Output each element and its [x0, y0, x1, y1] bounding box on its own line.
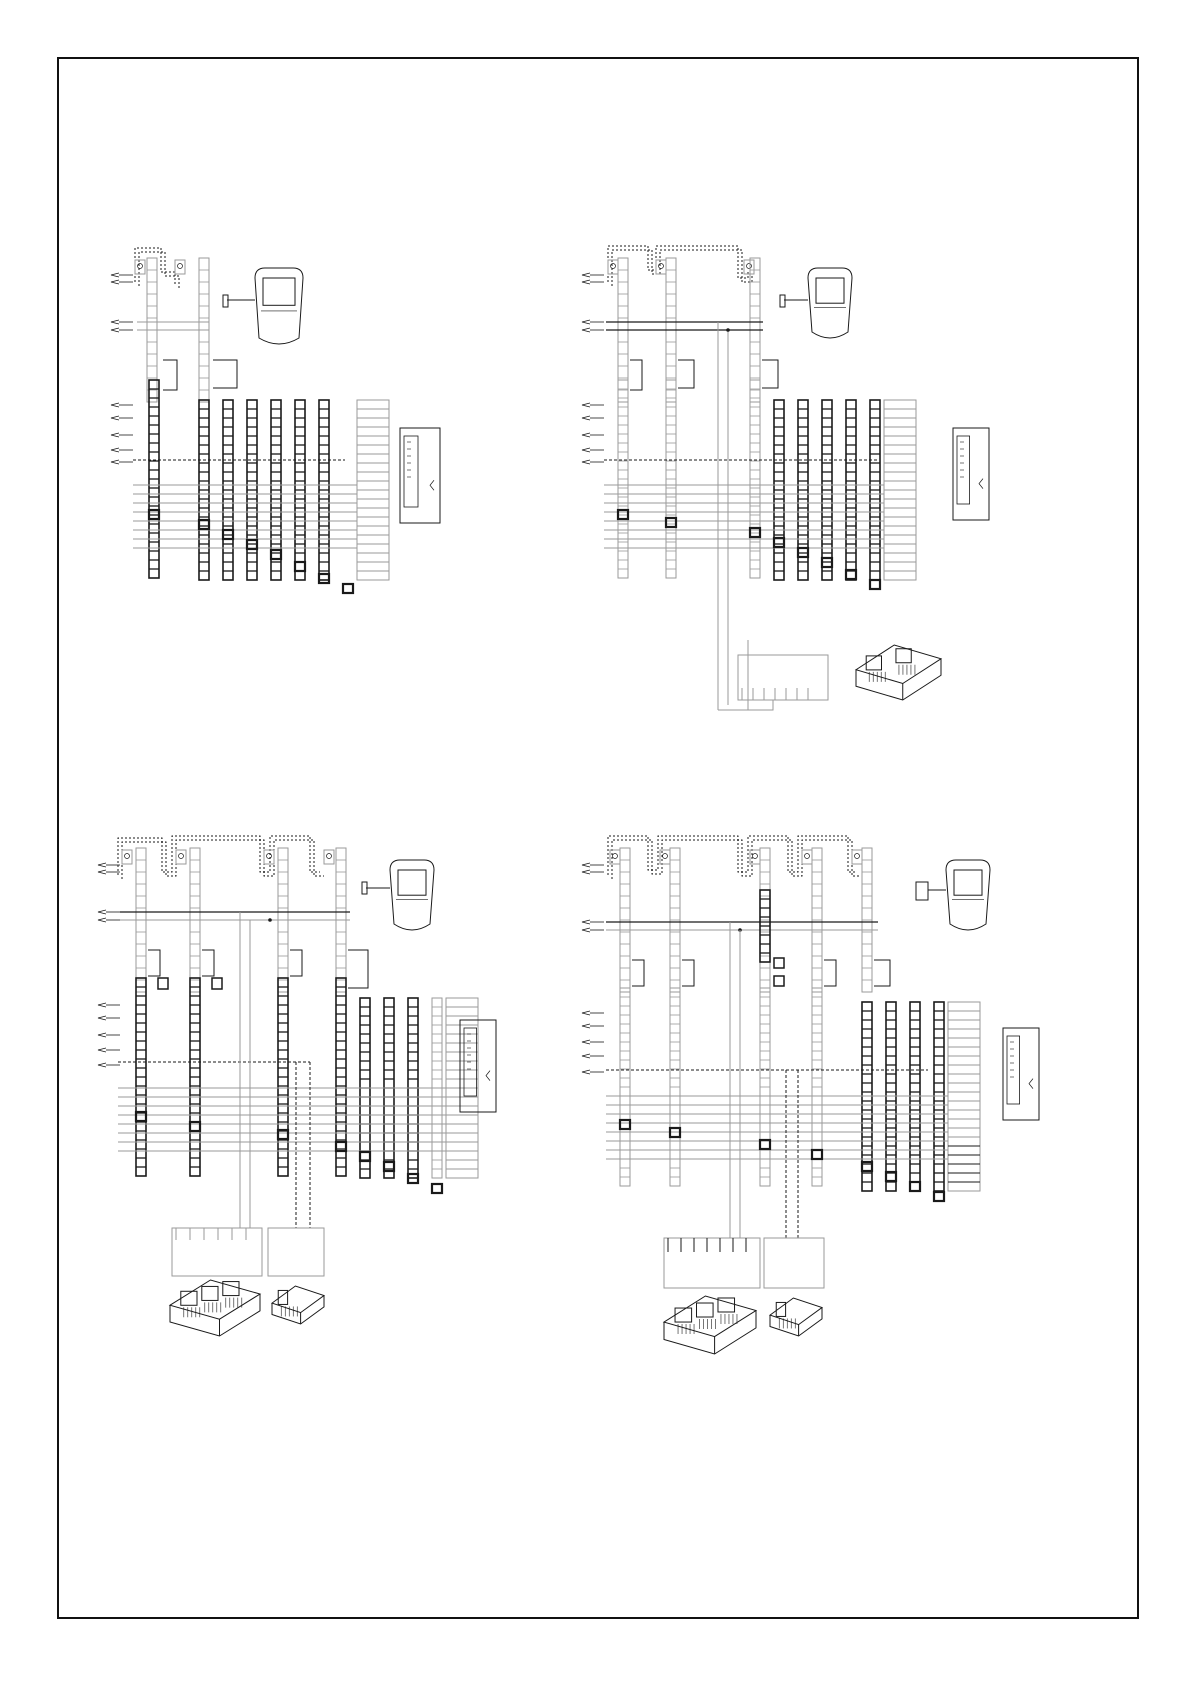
speaker-screw [855, 854, 860, 859]
door-panel-strip [760, 890, 770, 962]
speaker-unit-icon [176, 850, 186, 864]
call-button-square [343, 584, 353, 593]
speaker-unit-icon [324, 850, 334, 864]
speaker-housing [608, 260, 618, 274]
speaker-housing [324, 850, 334, 864]
door-panel-strip [760, 848, 770, 992]
jumper-loop [213, 360, 237, 388]
speaker-unit-icon [744, 260, 754, 274]
handset-icon [390, 860, 434, 930]
power-supply-unit-icon [664, 1296, 756, 1354]
wiring-diagram-bottom-left [98, 836, 496, 1336]
intercom-receiver-icon [953, 428, 989, 520]
riser-strip [136, 978, 146, 1176]
input-arrow-icon [582, 448, 590, 452]
power-supply-unit-icon [856, 645, 941, 700]
speaker-unit-icon [175, 260, 185, 274]
input-arrow-icon [98, 870, 106, 874]
jumper-loop [148, 950, 160, 976]
call-button-square [190, 1122, 200, 1131]
handset-plug [916, 882, 928, 900]
call-button-square [432, 1184, 442, 1193]
call-button-square [158, 978, 168, 989]
wiring-diagram-top-right [582, 246, 989, 710]
riser-strip [278, 978, 288, 1176]
psu-module [697, 1303, 714, 1317]
input-arrow-icon [98, 1048, 106, 1052]
jumper-loop [348, 950, 368, 988]
psu-module [896, 649, 911, 663]
handset-screen [398, 870, 426, 895]
speaker-housing [176, 850, 186, 864]
speaker-screw [613, 854, 618, 859]
psu-top [856, 645, 941, 684]
jumper-loop [163, 360, 177, 390]
riser-strip [870, 400, 880, 580]
input-arrow-icon [111, 448, 119, 452]
receiver-body [953, 428, 989, 520]
input-arrow-icon [582, 863, 590, 867]
speaker-housing [802, 850, 812, 864]
speaker-screw [327, 854, 332, 859]
page-number [4, 1668, 34, 1684]
input-arrow-icon [111, 328, 119, 332]
riser-strip [247, 400, 257, 580]
speaker-unit-icon [264, 850, 274, 864]
handset-plug [223, 295, 228, 307]
riser-strip [620, 988, 630, 1186]
speaker-screw [125, 854, 130, 859]
call-button-square [812, 1150, 822, 1159]
jumper-loop [678, 360, 694, 388]
wiring-diagram-top-left [111, 248, 440, 593]
feed-wire [718, 700, 773, 710]
handset-screen [954, 870, 982, 895]
shielded-cable-inner [122, 840, 324, 879]
input-arrow-icon [98, 1016, 106, 1020]
input-arrow-icon [582, 273, 590, 277]
input-arrow-icon [111, 433, 119, 437]
input-arrow-icon [98, 1063, 106, 1067]
input-arrow-icon [111, 273, 119, 277]
call-button-square [910, 1182, 920, 1191]
handset-screen [263, 278, 295, 305]
flat-column [948, 1002, 980, 1191]
riser-strip [295, 400, 305, 580]
speaker-housing [175, 260, 185, 274]
jumper-loop [202, 950, 214, 976]
jumper-loop [762, 360, 778, 388]
speaker-unit-icon [802, 850, 812, 864]
speaker-housing [656, 260, 666, 274]
psu-sides [770, 1308, 822, 1337]
input-arrow-icon [582, 460, 590, 464]
power-supply-unit-icon [272, 1286, 324, 1324]
input-arrow-icon [582, 433, 590, 437]
jumper-loop [682, 960, 694, 986]
psu-sides [856, 659, 941, 700]
call-button-square [934, 1192, 944, 1201]
riser-strip [319, 400, 329, 580]
input-arrow-icon [582, 1040, 590, 1044]
call-button-square [774, 976, 784, 986]
speaker-housing [744, 260, 754, 274]
riser-strip [223, 400, 233, 580]
junction-dot [268, 918, 272, 922]
speaker-unit-icon [608, 260, 618, 274]
riser-strip [822, 400, 832, 580]
speaker-housing [264, 850, 274, 864]
receiver-jack [486, 1071, 490, 1081]
shielded-cable-inner [612, 840, 860, 879]
input-arrow-icon [98, 918, 106, 922]
speaker-unit-icon [135, 260, 145, 274]
handset-plug [780, 295, 785, 307]
shielded-cable [118, 836, 320, 875]
call-button-square [870, 580, 880, 589]
riser-strip [774, 400, 784, 580]
jumper-loop [630, 360, 642, 390]
control-unit-box [738, 655, 828, 700]
riser-strip [670, 988, 680, 1186]
speaker-housing [135, 260, 145, 274]
shielded-cable [608, 246, 748, 282]
handset-icon [255, 268, 303, 344]
call-button-square [774, 958, 784, 968]
handset-icon [946, 860, 990, 930]
riser-strip [846, 400, 856, 580]
input-arrow-icon [98, 863, 106, 867]
power-supply-unit-icon [770, 1298, 822, 1336]
intercom-receiver-icon [1003, 1028, 1039, 1120]
speaker-screw [659, 264, 664, 269]
riser-strip [199, 400, 209, 580]
psu-sides [272, 1296, 324, 1325]
receiver-jack [1029, 1079, 1033, 1089]
speaker-housing [852, 850, 862, 864]
input-arrow-icon [98, 910, 106, 914]
jumper-loop [290, 950, 302, 976]
input-arrow-icon [111, 416, 119, 420]
junction-dot [726, 328, 730, 332]
riser-strip [190, 978, 200, 1176]
speaker-screw [138, 264, 143, 269]
input-arrow-icon [98, 1033, 106, 1037]
speaker-unit-icon [852, 850, 862, 864]
input-arrow-icon [582, 416, 590, 420]
door-panel-strip [862, 848, 872, 992]
jumper-loop [632, 960, 644, 986]
input-arrow-icon [582, 920, 590, 924]
input-arrow-icon [111, 460, 119, 464]
call-button-square [271, 550, 281, 559]
speaker-housing [122, 850, 132, 864]
speaker-screw [753, 854, 758, 859]
input-arrow-icon [582, 328, 590, 332]
receiver-jack [979, 479, 983, 489]
riser-strip [271, 400, 281, 580]
receiver-jack [430, 480, 434, 490]
input-arrow-icon [111, 320, 119, 324]
shielded-cable-inner [612, 250, 752, 286]
input-arrow-icon [582, 280, 590, 284]
call-button-square [666, 518, 676, 527]
input-arrow-icon [582, 1011, 590, 1015]
speaker-unit-icon [122, 850, 132, 864]
page-frame [58, 58, 1138, 1618]
receiver-body [1003, 1028, 1039, 1120]
call-button-square [620, 1120, 630, 1129]
riser-strip [336, 978, 346, 1176]
door-panel-strip [670, 848, 680, 992]
input-arrow-icon [582, 928, 590, 932]
input-arrow-icon [98, 1003, 106, 1007]
call-button-square [618, 510, 628, 519]
riser-strip [812, 988, 822, 1186]
speaker-unit-icon [656, 260, 666, 274]
door-panel-strip [620, 848, 630, 992]
call-button-square [319, 574, 329, 583]
speaker-screw [805, 854, 810, 859]
call-button-square [750, 528, 760, 537]
control-unit-box [268, 1228, 324, 1276]
wiring-diagram-bottom-right [582, 836, 1039, 1354]
handset-icon [808, 268, 852, 338]
input-arrow-icon [582, 403, 590, 407]
speaker-screw [611, 264, 616, 269]
input-arrow-icon [111, 403, 119, 407]
handset-screen [816, 278, 844, 303]
input-arrow-icon [111, 280, 119, 284]
input-arrow-icon [582, 1024, 590, 1028]
call-button-square [295, 562, 305, 571]
power-supply-unit-icon [170, 1280, 260, 1336]
speaker-screw [267, 854, 272, 859]
psu-module [202, 1286, 218, 1300]
speaker-screw [747, 264, 752, 269]
receiver-handset [404, 436, 418, 507]
input-arrow-icon [582, 1054, 590, 1058]
jumper-loop [824, 960, 836, 986]
shielded-cable [608, 836, 856, 875]
speaker-screw [179, 854, 184, 859]
input-arrow-icon [582, 320, 590, 324]
receiver-body [400, 428, 440, 523]
riser-strip [798, 400, 808, 580]
speaker-screw [178, 264, 183, 269]
riser-strip [760, 988, 770, 1186]
speaker-screw [663, 854, 668, 859]
input-arrow-icon [582, 870, 590, 874]
handset-body [255, 268, 303, 344]
shielded-cable [135, 248, 175, 285]
jumper-loop [874, 960, 890, 986]
call-button-square [212, 978, 222, 989]
input-arrow-icon [582, 1070, 590, 1074]
control-unit-box [172, 1228, 262, 1276]
control-unit-box [764, 1238, 824, 1288]
door-panel-strip [812, 848, 822, 992]
intercom-receiver-icon [400, 428, 440, 523]
